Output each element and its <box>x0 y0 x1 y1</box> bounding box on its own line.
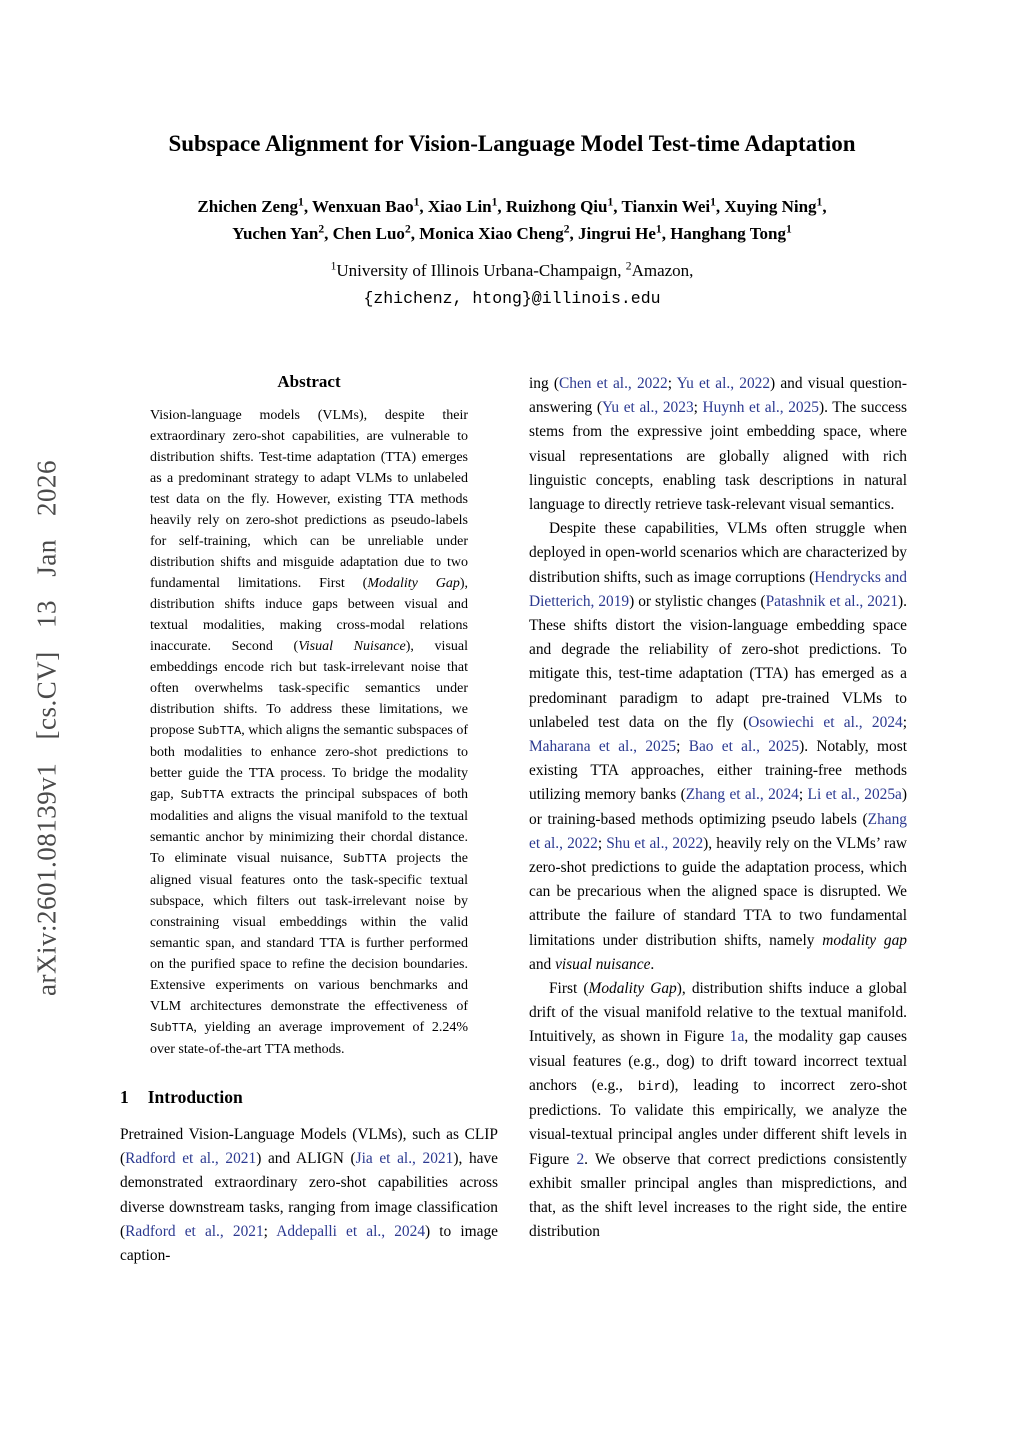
citation-link[interactable]: Zhang et al., 2024 <box>685 786 799 804</box>
intro-paragraphs <box>120 1123 498 1268</box>
author-line-1: Zhichen Zeng$^1$, Wenxuan Bao$^1$, Xiao Lin$^1$, Ruizhong Qiu$^1$, Tianxin Wei$^1$, Xuying Ning$^1$, <box>197 195 827 216</box>
section-title: Introduction <box>147 1087 243 1107</box>
abstract-heading: Abstract <box>277 372 341 391</box>
paragraph: ing (Chen et al., 2022; Yu et al., 2022) and visual question-answering (Yu et al., 2023; Huynh et al., 2025). The success stems from the expressive joint embedding space, where visual representations are globally aligned with rich linguistic concepts, enabling task descriptions in natural language to directly retrieve task-relevant visual semantics. <box>529 375 907 514</box>
arxiv-stamp: arXiv:2601.08139v1 [cs.CV] 13 Jan 2026 <box>31 460 62 996</box>
citation-link[interactable]: Bao et al., 2025 <box>688 738 800 756</box>
citation-link[interactable]: Yu et al., 2022 <box>676 375 771 392</box>
superscript: 1 <box>785 222 792 236</box>
superscript: 1 <box>413 195 420 209</box>
paper-title: Subspace Alignment for Vision-Language Model Test-time Adaptation <box>168 131 856 156</box>
superscript: 1 <box>491 195 498 209</box>
section-number: 1 <box>120 1087 129 1107</box>
superscript: 1 <box>710 195 716 209</box>
paragraph: First (Modality Gap), distribution shifts induce a global drift of the visual manifold relative to the textual manifold. Intuitively, as shown in Figure 1a, the modality gap causes visual features (e.g., dog) to drift toward incorrect textual anchors (e.g., bird), leading to incorrect zero-shot predictions. To validate this empirically, we analyze the visual-textual principal angles under different shift levels in Figure 2. We observe that correct predictions consistently exhibit smaller principal angles than mispredictions, and that, as the shift level increases to the right side, the entire distribution <box>529 980 908 1241</box>
citation-link[interactable]: Zhang et al., 2022 <box>529 810 907 852</box>
superscript: 1 <box>298 195 304 209</box>
superscript: 1 <box>655 222 662 236</box>
paragraph: Pretrained Vision-Language Models (VLMs), such as CLIP (Radford et al., 2021) and ALIGN (Jia et al., 2021), have demonstrated extraordinary zero-shot capabilities across diverse downstream tasks, ranging from image classification (Radford et al., 2021; Addepalli et al., 2024) to image caption- <box>120 1126 498 1265</box>
citation-link[interactable]: Radford et al., 2021 <box>125 1150 257 1168</box>
citation-link[interactable]: Chen et al., 2022 <box>558 375 668 392</box>
section-heading-introduction <box>120 1087 498 1108</box>
citation-link[interactable]: 1a <box>729 1028 745 1046</box>
email-line: {zhichenz, htong}@illinois.edu <box>363 289 661 308</box>
author-block <box>0 193 1024 247</box>
citation-link[interactable]: Addepalli et al., 2024 <box>276 1222 426 1240</box>
superscript: 2 <box>625 259 632 273</box>
abstract-text: Vision-language models (VLMs), despite their extraordinary zero-shot capabilities, are vulnerable to distribution shifts. Test-time adaptation (TTA) emerges as a predominant strategy to adapt VLMs to unlabeled test data on the fly. However, existing TTA methods heavily rely on zero-shot predictions as pseudo-labels for self-training, which can be unreliable under distribution shifts and misguide adaptation due to two fundamental limitations. First (Modality Gap), distribution shifts induce gaps between visual and textual modalities, making cross-modal relations inaccurate. Second (Visual Nuisance), visual embeddings encode rich but task-irrelevant noise that often overwhelms task-specific semantics under distribution shifts. To address these limitations, we propose SubTTA, which aligns the semantic subspaces of both modalities to enhance zero-shot predictions to better guide the TTA process. To bridge the modality gap, SubTTA extracts the principal subspaces of both modalities and aligns the visual manifold to the textual semantic anchor by minimizing their chordal distance. To eliminate visual nuisance, SubTTA projects the aligned visual features onto the task-specific textual subspace, which filters out task-irrelevant noise by constraining visual embeddings within the valid semantic span, and standard TTA is further performed on the purified space to refine the decision boundaries. Extensive experiments on various benchmarks and VLM architectures demonstrate the effectiveness of SubTTA, yielding an average improvement of 2.24% over state-of-the-art TTA methods. <box>150 408 469 1057</box>
affiliation-line: $^1$University of Illinois Urbana-Champaign, $^2$Amazon, <box>330 259 694 280</box>
superscript: 1 <box>607 195 614 209</box>
citation-link[interactable]: Li et al., 2025a <box>807 786 902 804</box>
citation-link[interactable]: Shu et al., 2022 <box>606 834 704 852</box>
superscript: 2 <box>318 222 325 236</box>
superscript: 2 <box>404 222 411 236</box>
citation-link[interactable]: Jia et al., 2021 <box>355 1150 454 1168</box>
citation-link[interactable]: Huynh et al., 2025 <box>702 399 819 417</box>
citation-link[interactable]: Maharana et al., 2025 <box>529 738 677 756</box>
two-column-body <box>120 372 907 1268</box>
citation-link[interactable]: Osowiechi et al., 2024 <box>748 713 903 731</box>
superscript: 1 <box>816 195 823 209</box>
citation-link[interactable]: Hendrycks and Dietterich, 2019 <box>529 568 907 610</box>
citation-link[interactable]: Patashnik et al., 2021 <box>765 592 899 610</box>
paragraph: Despite these capabilities, VLMs often struggle when deployed in open-world scenarios which are characterized by distribution shifts, such as image corruptions (Hendrycks and Dietterich, 2019) or stylistic changes (Patashnik et al., 2021). These shifts distort the vision-language embedding space and degrade the reliability of zero-shot predictions. To mitigate this, test-time adaptation (TTA) has emerged as a predominant paradigm to adapt pre-trained VLMs to unlabeled test data on the fly (Osowiechi et al., 2024; Maharana et al., 2025; Bao et al., 2025). Notably, most existing TTA approaches, either training-free methods utilizing memory banks (Zhang et al., 2024; Li et al., 2025a) or training-based methods optimizing pseudo labels (Zhang et al., 2022; Shu et al., 2022), heavily rely on the VLMs’ raw zero-shot predictions to guide the adaptation process, which can be precarious when the aligned space is disrupted. We attribute the failure of standard TTA to two fundamental limitations under distribution shifts, namely modality gap and visual nuisance. <box>529 520 908 973</box>
right-column <box>529 372 907 1268</box>
superscript: 2 <box>563 222 570 236</box>
author-line-2: Yuchen Yan$^2$, Chen Luo$^2$, Monica Xiao Cheng$^2$, Jingrui He$^1$, Hanghang Tong$^1$ <box>232 222 792 243</box>
citation-link[interactable]: Radford et al., 2021 <box>125 1222 264 1240</box>
citation-link[interactable]: 2 <box>576 1150 585 1168</box>
citation-link[interactable]: Yu et al., 2023 <box>602 399 694 417</box>
abstract-section <box>120 372 498 1060</box>
left-column <box>120 372 498 1268</box>
superscript: 1 <box>330 259 337 273</box>
